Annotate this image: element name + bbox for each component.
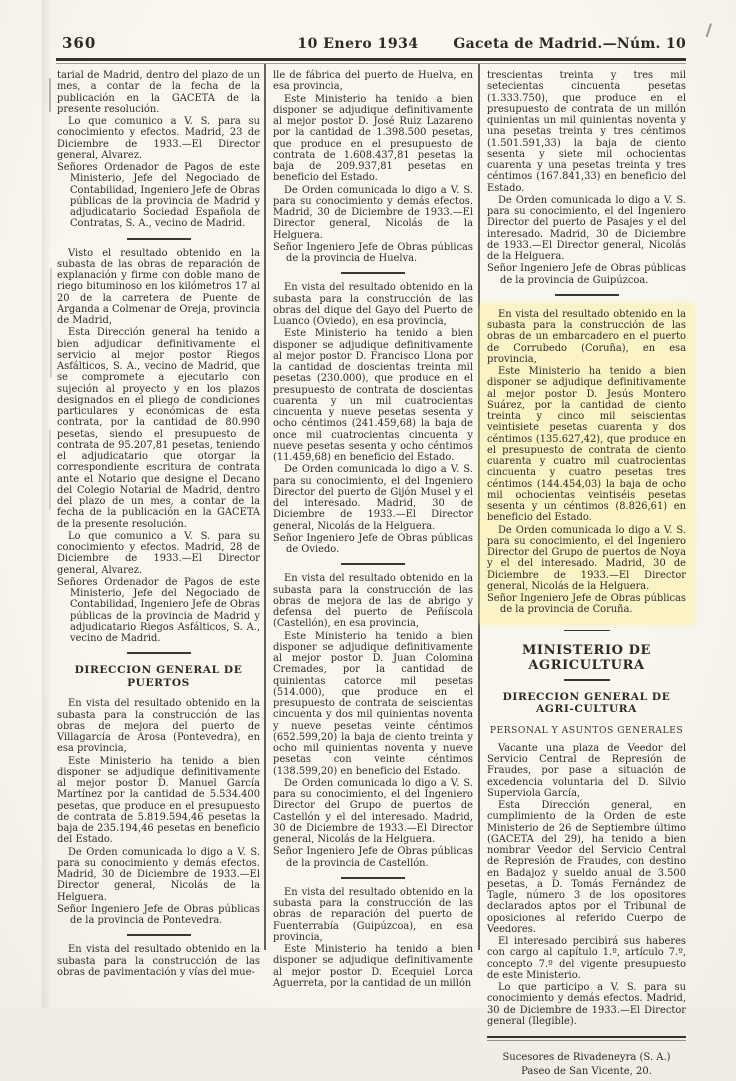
- section-divider: [127, 238, 191, 240]
- section-divider: [564, 630, 610, 632]
- column-3: [487, 70, 686, 1081]
- paragraph: Este Ministerio ha tenido a bien disponer se adjudique definitivamente al mejor postor D. Francisco Llona por la cantidad de doscientas treinta mil pesetas (230.000), que produce en el presupuesto de contrata de doscientas cuarenta y un mil cuatrocientas cincuenta y nueve pesetas sesenta y ocho céntimos (241.459,68) la baja de once mil cuatrocientas cincuenta y nueve pesetas sesenta y ocho céntimos (11.459,68) en beneficio del Estado.: [273, 328, 473, 463]
- section-heading-puertos: DIRECCION GENERAL DE PUERTOS: [57, 664, 260, 689]
- highlighted-notice-corrubedo: [480, 304, 693, 624]
- scan-artifact: [698, 21, 712, 37]
- imprint-address: Paseo de San Vicente, 20.: [487, 1066, 686, 1077]
- scan-artifact: [50, 268, 52, 378]
- ministry-heading: MINISTERIO DE AGRICULTURA: [487, 643, 686, 673]
- sub-heading-personal: PERSONAL Y ASUNTOS GENERALES: [487, 725, 686, 736]
- paragraph: De Orden comunicada lo digo a V. S. para su conocimiento, el del Ingeniero Director del puerto de Gijón Musel y el del interesado. Madrid, 30 de Diciembre de 1933.—El Director general, Nicolás de la Helguera.: [273, 464, 473, 532]
- paragraph: En vista del resultado obtenido en la subasta para la construcción de las obras de reparación del puerto de Fuenterrabía (Guipúzcoa), en esa provincia,: [273, 887, 473, 943]
- paragraph: Lo que participo a V. S. para su conocimiento y demás efectos. Madrid, 30 de Diciembre de 1933.—El Director general (Ilegible).: [487, 982, 686, 1027]
- imprint-publisher: Sucesores de Rivadeneyra (S. A.): [487, 1052, 686, 1063]
- paragraph: Lo que comunico a V. S. para su conocimiento y efectos. Madrid, 28 de Diciembre de 1933.—El Director general, Alvarez.: [57, 531, 260, 576]
- paragraph: En vista del resultado obtenido en la subasta para la construcción de las obras de un embarcadero en el puerto de Corrubedo (Coruña), en esa provincia,: [487, 309, 686, 365]
- paragraph: Señor Ingeniero Jefe de Obras públicas de la provincia de Huelva.: [273, 242, 473, 265]
- scan-artifact: [49, 78, 51, 112]
- paragraph: Esta Dirección general ha tenido a bien adjudicar definitivamente el servicio al mejor postor Riegos Asfálticos, S. A., vecino de Madrid, que se compromete a ejecutarlo con sujeción al proyecto y en los plazos designados en el pliego de condiciones particulares y económicas de esta contrata, por la cantidad de 80.990 pesetas, siendo el presupuesto de contrata de 95.207,81 pesetas, teniendo el adjudicatario que otorgar la correspondiente escritura de contrata ante el Notario que designe el Decano del Colegio Notarial de Madrid, dentro del plazo de un mes, a contar de la fecha de la publicación en la GACETA de la presente resolución.: [57, 327, 260, 530]
- section-divider: [564, 679, 610, 681]
- paragraph: trescientas treinta y tres mil setecientas cincuenta pesetas (1.333.750), que produce en el presupuesto de contrata de un millón quinientas un mil quinientas noventa y una pesetas treinta y tres céntimos (1.501.591,33) la baja de ciento sesenta y siete mil ochocientas cuarenta y una pesetas treinta y tres céntimos (167.841,33) en beneficio del Estado.: [487, 70, 686, 194]
- paragraph: Señor Ingeniero Jefe de Obras públicas de la provincia de Pontevedra.: [57, 904, 260, 927]
- issue-date: 10 Enero 1934: [258, 36, 458, 52]
- paragraph: Este Ministerio ha tenido a bien disponer se adjudique definitivamente al mejor postor D. Jesús Montero Suárez, por la cantidad de ciento treinta y cinco mil seiscientas veintisiete pesetas cuarenta y dos céntimos (135.627,42), que produce en el presupuesto de contrata de ciento cuarenta y cuatro mil cuatrocientas cincuenta y cuatro pesetas tres céntimos (144.454,03) la baja de ocho mil ochocientas veintiséis pesetas sesenta y un céntimos (8.826,61) en beneficio del Estado.: [487, 366, 686, 524]
- column-1: [57, 70, 260, 979]
- header-rule: [56, 58, 686, 61]
- paragraph: Este Ministerio ha tenido a bien disponer se adjudique definitivamente al mejor postor D. Manuel García Martínez por la cantidad de 5.534.400 pesetas, que produce en el presupuesto de contrata de 5.819.594,46 pesetas la baja de 235.194,46 pesetas en beneficio del Estado.: [57, 756, 260, 846]
- paragraph: Visto el resultado obtenido en la subasta de las obras de reparación de explanación y firme con doble mano de riego bituminoso en los kilómetros 17 al 20 de la carretera de Puente de Arganda a Colmenar de Oreja, provincia de Madrid,: [57, 248, 260, 327]
- paragraph: De Orden comunicada lo digo a V. S. para su conocimiento, el del Ingeniero Director del Grupo de puertos de Noya y el del interesado. Madrid, 30 de Diciembre de 1933.—El Director general, Nicolás de la Helguera.: [487, 525, 686, 593]
- section-divider: [555, 294, 619, 296]
- paragraph: En vista del resultado obtenido en la subasta para la construcción de las obras de pavimentación y vías del mue-: [57, 944, 260, 978]
- column-2: [273, 70, 473, 990]
- paragraph: De Orden comunicada lo digo a V. S. para su conocimiento y demás efectos. Madrid, 30 de Diciembre de 1933.—El Director general, Nicolás de la Helguera.: [57, 847, 260, 903]
- paragraph: Vacante una plaza de Veedor del Servicio Central de Represión de Fraudes, por pase a situación de excedencia voluntaria del D. Silvio Superviola García,: [487, 743, 686, 799]
- paragraph: tarial de Madrid, dentro del plazo de un mes, a contar de la fecha de la publicación en la GACETA de la presente resolución.: [57, 70, 260, 115]
- paragraph: Señor Ingeniero Jefe de Obras públicas de Oviedo.: [273, 533, 473, 556]
- paragraph: Este Ministerio ha tenido a bien disponer se adjudique definitivamente al mejor postor D. Juan Colomina Cremades, por la cantidad de quinientas catorce mil pesetas (514.000), que produce en el presupuesto de contrata de seiscientas cincuenta y dos mil quinientas noventa y nueve pesetas veinte céntimos (652.599,20) la baja de ciento treinta y ocho mil quinientas noventa y nueve pesetas con veinte céntimos (138.599,20) en beneficio del Estado.: [273, 631, 473, 777]
- column-divider-rule: [264, 64, 266, 950]
- paragraph: Lo que comunico a V. S. para su conocimiento y efectos. Madrid, 23 de Diciembre de 1933.—El Director general, Alvarez.: [57, 116, 260, 161]
- section-divider: [127, 934, 191, 936]
- page-number: 360: [62, 34, 96, 52]
- paragraph: Este Ministerio ha tenido a bien disponer se adjudique definitivamente al mejor postor D. José Ruiz Lazareno por la cantidad de 1.398.500 pesetas, que produce en el presupuesto de contrata de 1.608.437,81 pesetas la baja de 209.937,81 pesetas en beneficio del Estado.: [273, 94, 473, 184]
- paragraph: Este Ministerio ha tenido a bien disponer se adjudique definitivamente al mejor postor D. Ecequiel Lorca Aguerreta, por la cantidad de un millón: [273, 944, 473, 989]
- paragraph: Señores Ordenador de Pagos de este Ministerio, Jefe del Negociado de Contabilidad, Ingeniero Jefe de Obras públicas de la provincia de Madrid y adjudicatario Sociedad Española de Contratas, S. A., vecino de Madrid.: [57, 162, 260, 230]
- paragraph: Esta Dirección general, en cumplimiento de la Orden de este Ministerio de 26 de Septiembre último (GACETA del 29), ha tenido a bien nombrar Veedor del Servicio Central de Represión de Fraudes, con destino en Badajoz y sueldo anual de 3.500 pesetas, a D. Tomás Fernández de Tagle, número 3 de los opositores declarados aptos por el Tribunal de oposiciones al referido Cuerpo de Veedores.: [487, 800, 686, 935]
- paragraph: En vista del resultado obtenido en la subasta para la construcción de las obras del dique del Gayo del Puerto de Luanco (Oviedo), en esa provincia,: [273, 282, 473, 327]
- section-divider: [341, 272, 405, 274]
- section-divider: [341, 877, 405, 879]
- paragraph: Señor Ingeniero Jefe de Obras públicas de la provincia de Guipúzcoa.: [487, 263, 686, 286]
- section-divider: [127, 652, 191, 654]
- paragraph: El interesado percibirá sus haberes con cargo al capítulo 1.º, artículo 7.º, concepto 7.º del vigente presupuesto de este Ministerio.: [487, 936, 686, 981]
- paragraph: En vista del resultado obtenido en la subasta para la construcción de las obras de mejora de las de abrigo y defensa del puerto de Peñíscola (Castellón), en esa provincia,: [273, 573, 473, 629]
- imprint-rule: [487, 1036, 686, 1041]
- paragraph: De Orden comunicada lo digo a V. S. para su conocimiento, el del Ingeniero Director del puerto de Pasajes y el del interesado. Madrid, 30 de Diciembre de 1933.—El Director general, Nicolás de la Helguera.: [487, 195, 686, 263]
- header-rule-thin: [56, 63, 686, 64]
- paragraph: De Orden comunicada lo digo a V. S. para su conocimiento y demás efectos. Madrid, 30 de Diciembre de 1933.—El Director general, Nicolás de la Helguera.: [273, 185, 473, 241]
- paragraph: lle de fábrica del puerto de Huelva, en esa provincia,: [273, 70, 473, 93]
- masthead-title: Gaceta de Madrid.—Núm. 10: [430, 36, 686, 52]
- paragraph: Señor Ingeniero Jefe de Obras públicas de la provincia de Castellón.: [273, 846, 473, 869]
- paragraph: De Orden comunicada lo digo a V. S. para su conocimiento, el del Ingeniero Director del Grupo de puertos de Castellón y el del interesado. Madrid, 30 de Diciembre de 1933.—El Director general, Nicolás de la Helguera.: [273, 778, 473, 846]
- paragraph: Señor Ingeniero Jefe de Obras públicas de la provincia de Coruña.: [487, 593, 686, 616]
- section-heading-agricultura: DIRECCION GENERAL DE AGRI-CULTURA: [487, 691, 686, 716]
- scan-artifact: [49, 430, 51, 510]
- paragraph: Señores Ordenador de Pagos de este Ministerio, Jefe del Negociado de Contabilidad, Ingeniero Jefe de Obras públicas de la provincia de Madrid y adjudicatario Riegos Asfálticos, S. A., vecino de Madrid.: [57, 577, 260, 645]
- paragraph: En vista del resultado obtenido en la subasta para la construcción de las obras de mejora del puerto de Villagarcía de Arosa (Pontevedra), en esa provincia,: [57, 698, 260, 754]
- section-divider: [341, 563, 405, 565]
